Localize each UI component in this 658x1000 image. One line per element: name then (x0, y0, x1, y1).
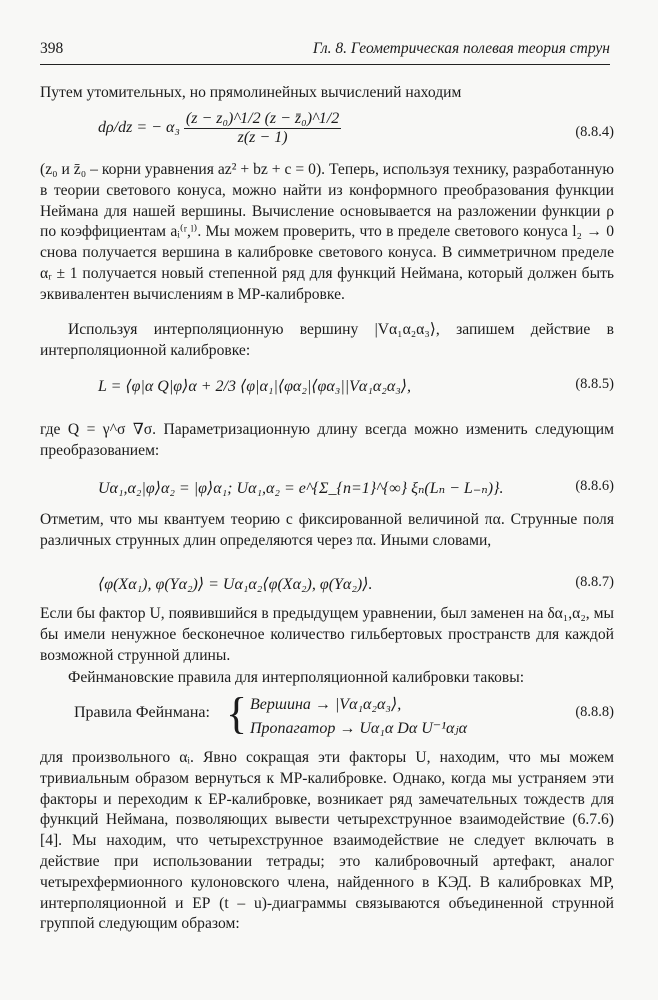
page-number: 398 (40, 40, 64, 57)
paragraph-2: (z₀ и z̄₀ – корни уравнения az² + bz + c = 0). Теперь, используя технику, разработанную в теории светового конуса, можно найти из конформного преобразования функции Неймана для нашей вершины. Вычисление основывается на разложении функции ρ по коэффициентам aᵢ⁽ʳ,ˡ⁾. Мы можем проверить, что в пределе светового конуса l₂ → 0 снова получается вершина в калибровке светового конуса. В симметричном пределе αᵣ ± 1 получается новый степенной ряд для функций Неймана, который должен быть эквивалентен вычислениям в МР-калибровке. (40, 161, 614, 303)
eq884-denominator: z(z − 1) (237, 129, 288, 146)
paragraph-5: Отметим, что мы квантуем теорию с фиксированной величиной πα. Струнные поля различных струнных длин определяются через πα. Иными словами, (40, 511, 614, 549)
curly-brace-icon: { (226, 689, 248, 738)
equation-number: (8.8.7) (575, 574, 614, 590)
eq888-label: Правила Фейнмана: (74, 704, 210, 721)
paragraph-8: для произвольного αᵢ. Явно сокращая эти факторы U, находим, что мы можем тривиальным образом вернуться к МР-калибровке. Однако, когда мы устраняем эти факторы и переходим к ЕР-калибровке, возникает ряд замечательных тождеств для функций Неймана, позволяющих вывести четырехструнное взаимодействие (6.7.6) [4]. Мы находим, что четырехструнное взаимодействие не следует включать в действие при использовании тетрады; это калибровочный артефакт, аналог четырехфермионного кулоновского члена, найденного в КЭД. В калибровках МР, интерполяционной и ЕР (t – u)-диаграммы связываются объединенной струнной группой следующим образом: (40, 749, 614, 933)
equation-number: (8.8.5) (575, 376, 614, 392)
paragraph-3: Используя интерполяционную вершину |Vα₁α₂α₃⟩, запишем действие в интерполяционной калибровке: (40, 321, 614, 359)
eq887-body: ⟨φ(Xα₁), φ(Yα₂)⟩ = Uα₁α₂⟨φ(Xα₂), φ(Yα₂)⟩. (98, 576, 373, 593)
page-header (40, 38, 610, 65)
equation-number: (8.8.8) (575, 704, 614, 720)
eq888-vertex: Вершина → |Vα₁α₂α₃⟩, (250, 696, 402, 713)
paragraph-4: где Q = γ^σ ∇σ. Параметризационную длину всегда можно изменить следующим преобразованием: (40, 421, 614, 459)
eq884-lhs: dρ/dz = − α₃ (98, 119, 180, 137)
equation-number: (8.8.6) (575, 478, 614, 494)
equation-8-8-5 (40, 376, 614, 402)
chapter-title: Гл. 8. Геометрическая полевая теория струн (312, 40, 610, 57)
paragraph-6: Если бы фактор U, появившийся в предыдущем уравнении, был заменен на δα₁,α₂, мы бы имели ненужное бесконечное количество гильбертовых пространств для каждой возможной струнной длины. (40, 605, 614, 664)
equation-8-8-8 (74, 690, 614, 742)
equation-8-8-6 (40, 478, 614, 504)
eq884-fraction (184, 110, 341, 147)
paragraph-7: Фейнмановские правила для интерполяционной калибровки таковы: (68, 669, 525, 686)
equation-8-8-4 (40, 108, 614, 154)
eq884-numerator: (z − z₀)^1/2 (z − z̄₀)^1/2 (185, 110, 340, 127)
equation-8-8-7 (40, 574, 614, 600)
eq885-body: L = ⟨φ|α Q|φ⟩α + 2/3 ⟨φ|α₁|⟨φα₂|⟨φα₃||Vα₁α₂α₃⟩, (98, 378, 412, 395)
paragraph-1: Путем утомительных, но прямолинейных вычислений находим (40, 84, 462, 101)
eq888-propagator: Пропагатор → Uα₁α Dα U⁻¹αⱼα (250, 720, 468, 737)
eq886-body: Uα₁,α₂|φ⟩α₂ = |φ⟩α₁; Uα₁,α₂ = e^{Σ_{n=1}^{∞} ξₙ(Lₙ − L₋ₙ)}. (98, 480, 504, 497)
equation-number: (8.8.4) (575, 124, 614, 140)
